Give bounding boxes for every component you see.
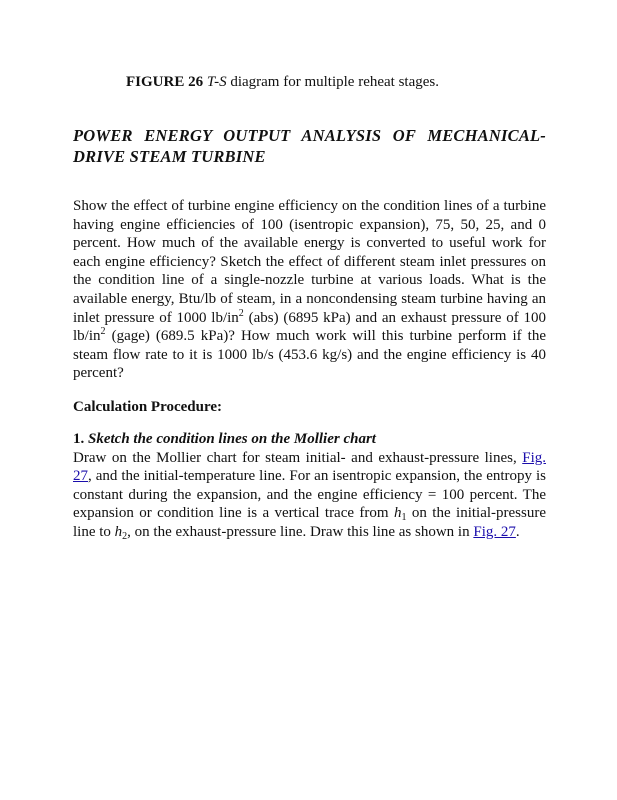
step-1	[73, 430, 546, 542]
figure-label: FIGURE 26	[126, 74, 204, 90]
superscript-2: 2	[238, 307, 244, 319]
h-variable-2: h	[114, 523, 123, 540]
problem-text-1: Show the effect of turbine engine efficiency on the condition lines of a turbine having engine efficiencies of 100 (isentropic expansion), 75, 50, 25, and 0 percent. How much of the available energy is converted to useful work for each engine efficiency? Sketch the effect of different steam inlet pressures on the condition line of a single-nozzle turbine at various loads. What is the available energy, Btu/lb of steam, in a noncondensing steam turbine having an inlet pressure of 1000 lb/in	[73, 198, 546, 326]
h-variable: h	[394, 505, 402, 522]
section-heading: POWER ENERGY OUTPUT ANALYSIS OF MECHANICAL-DRIVE STEAM TURBINE	[73, 126, 546, 166]
figure-ts-label: T-S	[206, 74, 227, 90]
problem-statement	[73, 197, 546, 383]
step-text-3: on the initial-pressure line to	[73, 505, 546, 540]
step-text-4: , on the exhaust-pressure line. Draw this line as shown in	[127, 523, 474, 540]
step-text-1: Draw on the Mollier chart for steam initial- and exhaust-pressure lines,	[73, 449, 523, 466]
calculation-procedure-title: Calculation Procedure:	[73, 399, 223, 415]
figure-caption	[126, 73, 439, 91]
superscript-2b: 2	[100, 326, 106, 338]
step-number: 1.	[73, 431, 85, 447]
step-text-2: , and the initial-temperature line. For an isentropic expansion, the entropy is constant during the expansion, and the engine efficiency = 100 percent. The expansion or condition line is a vertical trace from	[73, 468, 546, 522]
fig-27-link[interactable]: Fig. 27	[73, 449, 546, 485]
figure-caption-text: diagram for multiple reheat stages.	[226, 74, 440, 90]
problem-text-2: (abs) (6895 kPa) and an exhaust pressure of 100 lb/in	[73, 309, 546, 345]
fig-27-link-2[interactable]: Fig. 27	[473, 523, 516, 540]
subscript-2: 2	[122, 530, 128, 542]
step-title: Sketch the condition lines on the Mollier chart	[88, 431, 376, 447]
subscript-1: 1	[401, 512, 407, 524]
problem-text-3: (gage) (689.5 kPa)? How much work will this turbine perform if the steam flow rate to it is 1000 lb/s (453.6 kg/s) and the engine efficiency is 40 percent?	[73, 328, 546, 382]
step-text-5: .	[515, 523, 520, 540]
